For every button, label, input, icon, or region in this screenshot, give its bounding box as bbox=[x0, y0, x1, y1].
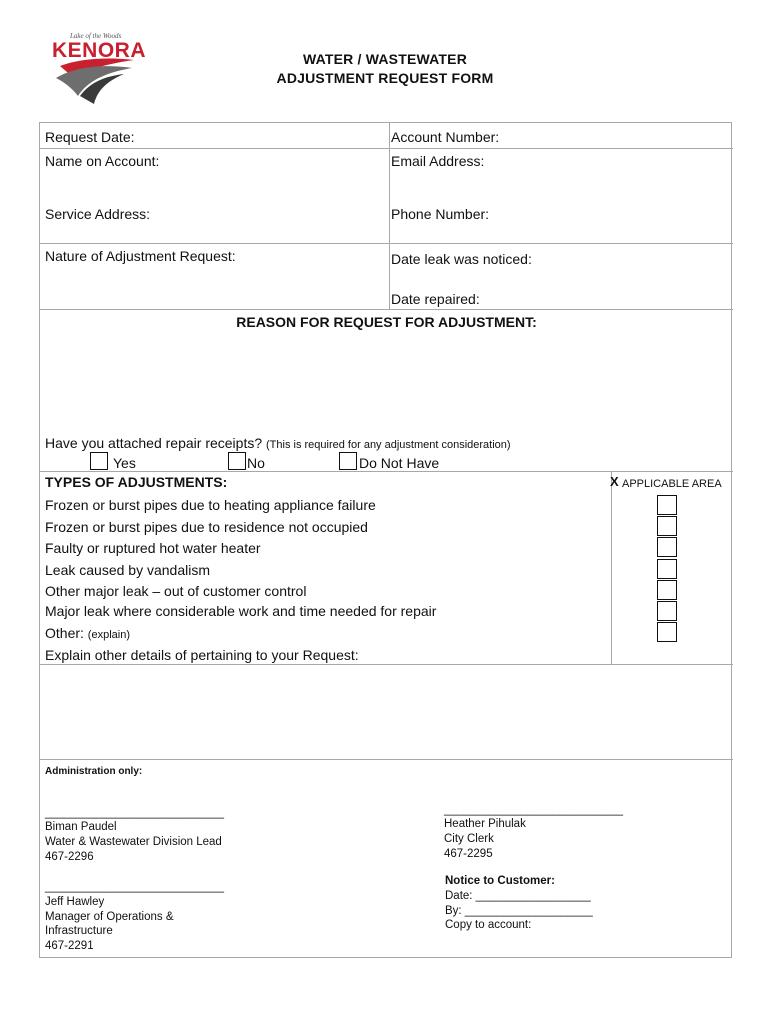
row-divider bbox=[40, 309, 733, 310]
adjustment-item-other-label: Other: bbox=[45, 625, 84, 641]
email-address-field[interactable]: Email Address: bbox=[391, 153, 485, 169]
date-repaired-field[interactable]: Date repaired: bbox=[391, 291, 480, 307]
adjustment-item-other bbox=[45, 625, 130, 643]
account-number-field[interactable]: Account Number: bbox=[391, 129, 500, 145]
adjustments-heading: TYPES OF ADJUSTMENTS: bbox=[45, 474, 228, 490]
date-leak-noticed-field[interactable]: Date leak was noticed: bbox=[391, 251, 532, 267]
nature-of-request-field[interactable]: Nature of Adjustment Request: bbox=[45, 248, 236, 264]
applicable-mark: X bbox=[610, 474, 619, 489]
form-title-line2: ADJUSTMENT REQUEST FORM bbox=[276, 70, 494, 86]
receipts-yes-checkbox[interactable] bbox=[90, 452, 108, 470]
signatory-phone-pihulak: 467-2295 bbox=[444, 848, 493, 860]
request-date-field[interactable]: Request Date: bbox=[45, 129, 135, 145]
adjustment-item-other-major-leak: Other major leak – out of customer control bbox=[45, 583, 307, 599]
signatory-name-paudel: Biman Paudel bbox=[45, 821, 117, 833]
notice-copy-to-account: Copy to account: bbox=[445, 919, 532, 931]
adjustment-checkbox-other[interactable] bbox=[657, 622, 677, 642]
logo-wordmark: KENORA bbox=[52, 39, 147, 62]
receipts-note: (This is required for any adjustment consideration) bbox=[266, 439, 511, 451]
receipts-no-label: No bbox=[247, 455, 265, 471]
receipts-do-not-have-checkbox[interactable] bbox=[339, 452, 357, 470]
receipts-yes-label: Yes bbox=[113, 455, 136, 471]
signatory-name-pihulak: Heather Pihulak bbox=[444, 818, 526, 830]
adjustment-checkbox-frozen-heating[interactable] bbox=[657, 495, 677, 515]
receipts-no-checkbox[interactable] bbox=[228, 452, 246, 470]
reason-heading: REASON FOR REQUEST FOR ADJUSTMENT: bbox=[236, 314, 537, 330]
admin-only-label: Administration only: bbox=[45, 766, 143, 777]
service-address-field[interactable]: Service Address: bbox=[45, 206, 151, 222]
adjustment-item-major-leak-repair: Major leak where considerable work and time needed for repair bbox=[45, 603, 437, 619]
form-title-line1: WATER / WASTEWATER bbox=[302, 51, 468, 67]
row-divider bbox=[40, 759, 733, 760]
phone-number-field[interactable]: Phone Number: bbox=[391, 206, 490, 222]
row-divider bbox=[40, 148, 733, 149]
signatory-title-paudel: Water & Wastewater Division Lead bbox=[45, 836, 222, 848]
adjustment-item-other-note: (explain) bbox=[87, 629, 130, 641]
row-divider bbox=[40, 471, 733, 472]
name-on-account-field[interactable]: Name on Account: bbox=[45, 153, 160, 169]
adjustment-item-vandalism: Leak caused by vandalism bbox=[45, 562, 210, 578]
notice-by-field[interactable]: By: ____________________ bbox=[445, 905, 593, 917]
adjustment-item-frozen-unoccupied: Frozen or burst pipes due to residence not occupied bbox=[45, 519, 368, 535]
notice-to-customer-heading: Notice to Customer: bbox=[445, 875, 555, 887]
signature-line-paudel: ____________________________ bbox=[45, 807, 225, 819]
column-divider bbox=[389, 123, 390, 309]
adjustment-checkbox-water-heater[interactable] bbox=[657, 537, 677, 557]
signatory-phone-hawley: 467-2291 bbox=[45, 940, 94, 952]
notice-date-field[interactable]: Date: __________________ bbox=[445, 890, 591, 902]
signatory-name-hawley: Jeff Hawley bbox=[45, 896, 105, 908]
logo-tagline: Lake of the Woods bbox=[70, 32, 122, 40]
adjustment-checkbox-vandalism[interactable] bbox=[657, 559, 677, 579]
signatory-title-pihulak: City Clerk bbox=[444, 833, 494, 845]
signatory-phone-paudel: 467-2296 bbox=[45, 851, 94, 863]
adjustment-checkbox-other-major-leak[interactable] bbox=[657, 580, 677, 600]
adjustment-item-water-heater: Faulty or ruptured hot water heater bbox=[45, 540, 261, 556]
column-divider bbox=[611, 471, 612, 664]
receipts-do-not-have-label: Do Not Have bbox=[359, 455, 440, 471]
signature-line-hawley: ____________________________ bbox=[45, 881, 225, 893]
adjustment-checkbox-major-leak-repair[interactable] bbox=[657, 601, 677, 621]
signatory-title-hawley-2: Infrastructure bbox=[45, 925, 113, 937]
signatory-title-hawley-1: Manager of Operations & bbox=[45, 911, 174, 923]
applicable-area-label: APPLICABLE AREA bbox=[622, 478, 722, 490]
row-divider bbox=[40, 243, 733, 244]
signature-line-pihulak: ____________________________ bbox=[444, 804, 624, 816]
receipts-question-text: Have you attached repair receipts? bbox=[45, 435, 263, 451]
explain-details-label: Explain other details of pertaining to your Request: bbox=[45, 647, 359, 663]
adjustment-checkbox-frozen-unoccupied[interactable] bbox=[657, 516, 677, 536]
receipts-question bbox=[45, 435, 511, 453]
row-divider bbox=[40, 664, 733, 665]
adjustment-item-frozen-heating: Frozen or burst pipes due to heating appliance failure bbox=[45, 497, 376, 513]
adjustment-form bbox=[39, 122, 732, 958]
